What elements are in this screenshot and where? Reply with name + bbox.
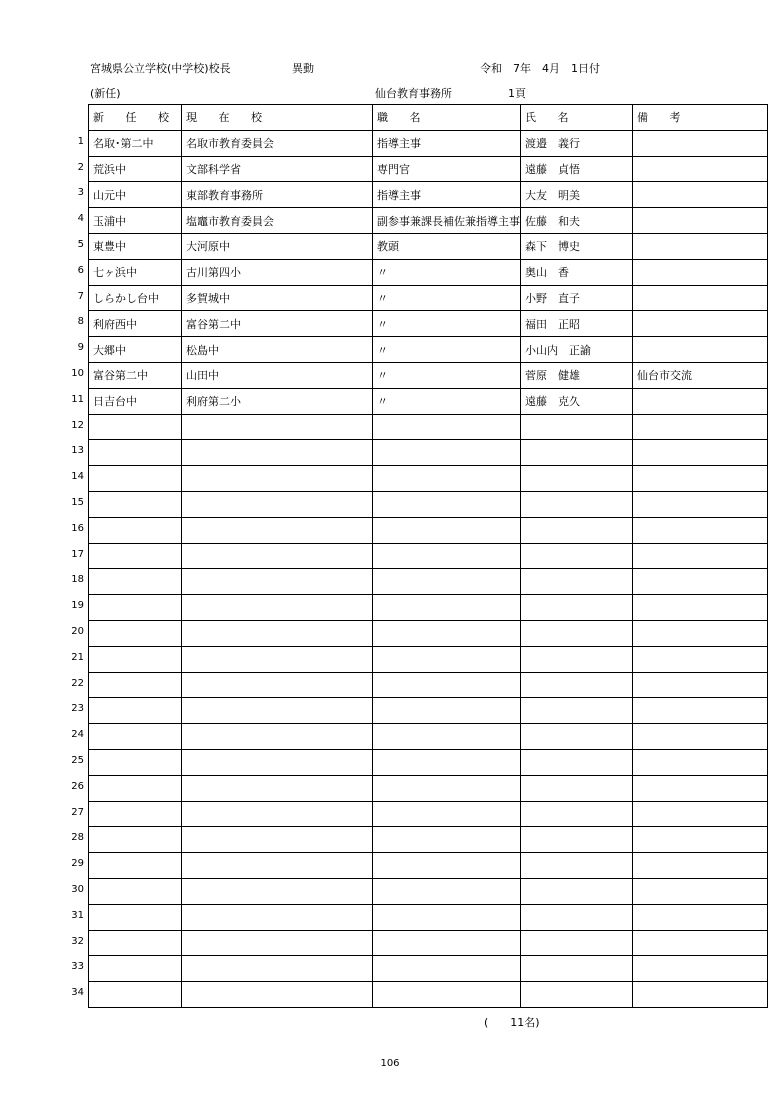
cell-name: 佐藤 和夫 (521, 208, 633, 234)
cell-position: 〃 (373, 259, 521, 285)
office-name: 仙台教育事務所 (375, 87, 452, 100)
table-row (89, 775, 768, 801)
cell-current-school: 利府第二小 (182, 388, 373, 414)
cell-remarks (633, 672, 768, 698)
cell-position (373, 620, 521, 646)
cell-new-school: 荒浜中 (89, 156, 182, 182)
table-row (89, 130, 768, 156)
cell-name (521, 724, 633, 750)
table-row (89, 259, 768, 285)
cell-current-school (182, 672, 373, 698)
cell-remarks (633, 285, 768, 311)
cell-current-school (182, 414, 373, 440)
cell-new-school (89, 904, 182, 930)
cell-name: 小野 直子 (521, 285, 633, 311)
cell-remarks (633, 569, 768, 595)
cell-current-school (182, 982, 373, 1008)
cell-new-school (89, 440, 182, 466)
cell-remarks (633, 724, 768, 750)
row-number: 13 (71, 445, 84, 457)
cell-position (373, 595, 521, 621)
row-number: 12 (71, 419, 84, 431)
cell-current-school (182, 878, 373, 904)
header-name: 氏 名 (521, 105, 633, 131)
cell-name (521, 569, 633, 595)
cell-new-school (89, 749, 182, 775)
table-row (89, 982, 768, 1008)
cell-name: 奥山 香 (521, 259, 633, 285)
header-current-school: 現 在 校 (182, 105, 373, 131)
table-row (89, 466, 768, 492)
row-number: 25 (71, 755, 84, 766)
cell-name (521, 801, 633, 827)
cell-remarks (633, 440, 768, 466)
cell-new-school: 利府西中 (89, 311, 182, 337)
table-header-row (89, 105, 768, 131)
cell-name (521, 853, 633, 879)
cell-new-school (89, 853, 182, 879)
row-number: 23 (71, 703, 84, 715)
header-position: 職 名 (373, 105, 521, 131)
table-row (89, 156, 768, 182)
cell-new-school (89, 414, 182, 440)
cell-current-school (182, 724, 373, 750)
cell-current-school (182, 853, 373, 879)
cell-new-school: 日吉台中 (89, 388, 182, 414)
cell-remarks (633, 827, 768, 853)
cell-new-school: 玉浦中 (89, 208, 182, 234)
cell-position (373, 956, 521, 982)
table-row (89, 672, 768, 698)
cell-remarks (633, 878, 768, 904)
table-row (89, 337, 768, 363)
table-row (89, 362, 768, 388)
row-number: 28 (71, 832, 84, 844)
table-row (89, 620, 768, 646)
page-number: 106 (380, 1058, 400, 1069)
cell-position (373, 775, 521, 801)
cell-position: 副参事兼課長補佐兼指導主事 (373, 208, 521, 234)
cell-name (521, 440, 633, 466)
cell-position (373, 543, 521, 569)
cell-current-school (182, 517, 373, 543)
header-new-school: 新 任 校 (89, 105, 182, 131)
cell-position (373, 491, 521, 517)
cell-name: 福田 正昭 (521, 311, 633, 337)
document-action: 異動 (292, 62, 314, 75)
cell-position (373, 646, 521, 672)
cell-new-school: 名取･第二中 (89, 130, 182, 156)
total-count: ( 11名) (484, 1016, 540, 1029)
cell-remarks (633, 208, 768, 234)
cell-position (373, 827, 521, 853)
row-number: 31 (71, 909, 84, 921)
cell-new-school: 大郷中 (89, 337, 182, 363)
cell-current-school: 富谷第二中 (182, 311, 373, 337)
cell-current-school: 松島中 (182, 337, 373, 363)
cell-position (373, 878, 521, 904)
header-remarks: 備 考 (633, 105, 768, 131)
cell-remarks (633, 956, 768, 982)
row-number: 21 (71, 651, 84, 663)
cell-name (521, 620, 633, 646)
cell-remarks (633, 311, 768, 337)
cell-name (521, 466, 633, 492)
table-row (89, 517, 768, 543)
cell-name: 菅原 健雄 (521, 362, 633, 388)
cell-remarks (633, 130, 768, 156)
cell-name (521, 930, 633, 956)
row-number: 27 (71, 806, 84, 818)
cell-new-school (89, 775, 182, 801)
cell-position: 指導主事 (373, 182, 521, 208)
row-number: 11 (71, 393, 84, 405)
cell-current-school (182, 595, 373, 621)
cell-position: 〃 (373, 388, 521, 414)
cell-name (521, 698, 633, 724)
row-number: 20 (71, 626, 84, 637)
cell-remarks (633, 646, 768, 672)
cell-current-school (182, 466, 373, 492)
cell-name: 小山内 正諭 (521, 337, 633, 363)
cell-new-school (89, 801, 182, 827)
cell-new-school: 富谷第二中 (89, 362, 182, 388)
cell-remarks (633, 517, 768, 543)
cell-current-school (182, 646, 373, 672)
cell-remarks (633, 156, 768, 182)
cell-new-school (89, 595, 182, 621)
cell-current-school (182, 440, 373, 466)
cell-new-school (89, 827, 182, 853)
table-row (89, 698, 768, 724)
cell-name (521, 749, 633, 775)
cell-remarks (633, 543, 768, 569)
cell-remarks (633, 182, 768, 208)
cell-remarks (633, 930, 768, 956)
cell-new-school (89, 491, 182, 517)
cell-current-school (182, 543, 373, 569)
cell-current-school: 名取市教育委員会 (182, 130, 373, 156)
cell-name: 森下 博史 (521, 233, 633, 259)
cell-name: 遠藤 克久 (521, 388, 633, 414)
cell-position (373, 414, 521, 440)
cell-name (521, 517, 633, 543)
row-number: 15 (71, 497, 84, 508)
cell-name (521, 827, 633, 853)
cell-position (373, 724, 521, 750)
table-row (89, 724, 768, 750)
table-row (89, 569, 768, 595)
cell-remarks (633, 337, 768, 363)
cell-current-school (182, 930, 373, 956)
cell-remarks (633, 595, 768, 621)
cell-position (373, 982, 521, 1008)
cell-current-school (182, 749, 373, 775)
table-row (89, 646, 768, 672)
row-number: 33 (71, 961, 84, 973)
cell-name: 渡邉 義行 (521, 130, 633, 156)
row-number: 34 (71, 987, 84, 999)
cell-position (373, 466, 521, 492)
cell-new-school (89, 698, 182, 724)
cell-position: 〃 (373, 362, 521, 388)
cell-name (521, 414, 633, 440)
table-row (89, 543, 768, 569)
table-row (89, 440, 768, 466)
table-row (89, 904, 768, 930)
row-number: 29 (71, 858, 84, 870)
table-row (89, 208, 768, 234)
cell-new-school: 東豊中 (89, 233, 182, 259)
cell-current-school: 文部科学省 (182, 156, 373, 182)
cell-position: 〃 (373, 285, 521, 311)
table-row (89, 853, 768, 879)
cell-name (521, 775, 633, 801)
cell-position: 指導主事 (373, 130, 521, 156)
cell-position: 〃 (373, 337, 521, 363)
cell-current-school (182, 698, 373, 724)
cell-new-school (89, 620, 182, 646)
cell-new-school (89, 466, 182, 492)
cell-current-school (182, 491, 373, 517)
cell-current-school (182, 904, 373, 930)
cell-name (521, 543, 633, 569)
cell-current-school (182, 827, 373, 853)
cell-remarks (633, 904, 768, 930)
cell-position (373, 904, 521, 930)
cell-current-school (182, 775, 373, 801)
cell-position (373, 749, 521, 775)
cell-new-school (89, 672, 182, 698)
cell-new-school: 山元中 (89, 182, 182, 208)
row-number: 26 (71, 780, 84, 792)
row-number: 24 (71, 729, 84, 741)
effective-date: 令和 7年 4月 1日付 (480, 62, 600, 75)
table-row (89, 930, 768, 956)
table-row (89, 878, 768, 904)
cell-remarks (633, 466, 768, 492)
table-row (89, 749, 768, 775)
cell-new-school (89, 517, 182, 543)
cell-remarks (633, 801, 768, 827)
cell-current-school: 多賀城中 (182, 285, 373, 311)
cell-new-school (89, 724, 182, 750)
cell-current-school (182, 801, 373, 827)
cell-new-school: しらかし台中 (89, 285, 182, 311)
cell-position (373, 569, 521, 595)
cell-position: 専門官 (373, 156, 521, 182)
cell-position (373, 517, 521, 543)
page-label: 1頁 (508, 87, 526, 100)
row-number: 17 (71, 548, 84, 560)
cell-new-school (89, 878, 182, 904)
row-number: 30 (71, 884, 84, 895)
cell-name (521, 878, 633, 904)
cell-current-school: 古川第四小 (182, 259, 373, 285)
cell-new-school (89, 930, 182, 956)
cell-remarks (633, 749, 768, 775)
row-number: 32 (71, 935, 84, 947)
cell-name (521, 491, 633, 517)
cell-new-school (89, 646, 182, 672)
cell-position (373, 698, 521, 724)
cell-name (521, 904, 633, 930)
cell-remarks (633, 388, 768, 414)
cell-name (521, 982, 633, 1008)
cell-name (521, 646, 633, 672)
row-number: 10 (71, 368, 84, 379)
row-number: 22 (71, 677, 84, 689)
table-row (89, 285, 768, 311)
cell-current-school (182, 569, 373, 595)
cell-remarks (633, 620, 768, 646)
cell-name: 大友 明美 (521, 182, 633, 208)
cell-position (373, 853, 521, 879)
cell-remarks (633, 853, 768, 879)
table-row (89, 388, 768, 414)
table-row (89, 414, 768, 440)
table-row (89, 182, 768, 208)
row-number: 8 (77, 316, 84, 328)
cell-name (521, 672, 633, 698)
cell-position (373, 801, 521, 827)
row-number: 3 (77, 187, 84, 199)
cell-new-school (89, 982, 182, 1008)
cell-remarks (633, 775, 768, 801)
cell-position: 教頭 (373, 233, 521, 259)
cell-remarks (633, 233, 768, 259)
table-row (89, 491, 768, 517)
cell-current-school: 塩竈市教育委員会 (182, 208, 373, 234)
row-number: 4 (77, 213, 84, 225)
cell-remarks: 仙台市交流 (633, 362, 768, 388)
row-number: 5 (77, 239, 84, 250)
cell-new-school (89, 543, 182, 569)
table-row (89, 956, 768, 982)
cell-current-school: 山田中 (182, 362, 373, 388)
row-number: 16 (71, 522, 84, 534)
cell-new-school (89, 956, 182, 982)
table-row (89, 801, 768, 827)
cell-position: 〃 (373, 311, 521, 337)
row-number: 9 (77, 342, 84, 354)
row-number: 19 (71, 600, 84, 612)
document-title: 宮城県公立学校(中学校)校長 (90, 62, 231, 75)
row-number: 7 (77, 290, 84, 302)
personnel-table (88, 104, 768, 1008)
cell-remarks (633, 982, 768, 1008)
row-number: 6 (77, 264, 84, 276)
table-row (89, 595, 768, 621)
cell-new-school: 七ヶ浜中 (89, 259, 182, 285)
row-number: 14 (71, 471, 84, 483)
row-number: 1 (77, 135, 84, 147)
cell-remarks (633, 698, 768, 724)
table-row (89, 233, 768, 259)
cell-position (373, 930, 521, 956)
row-number: 2 (77, 161, 84, 173)
table-row (89, 827, 768, 853)
cell-current-school: 東部教育事務所 (182, 182, 373, 208)
cell-current-school: 大河原中 (182, 233, 373, 259)
cell-current-school (182, 956, 373, 982)
cell-remarks (633, 414, 768, 440)
cell-remarks (633, 259, 768, 285)
appointment-type: (新任) (90, 87, 121, 100)
cell-new-school (89, 569, 182, 595)
cell-position (373, 672, 521, 698)
row-number: 18 (71, 574, 84, 586)
table-row (89, 311, 768, 337)
cell-position (373, 440, 521, 466)
cell-name: 遠藤 貞悟 (521, 156, 633, 182)
cell-remarks (633, 491, 768, 517)
cell-current-school (182, 620, 373, 646)
cell-name (521, 595, 633, 621)
cell-name (521, 956, 633, 982)
